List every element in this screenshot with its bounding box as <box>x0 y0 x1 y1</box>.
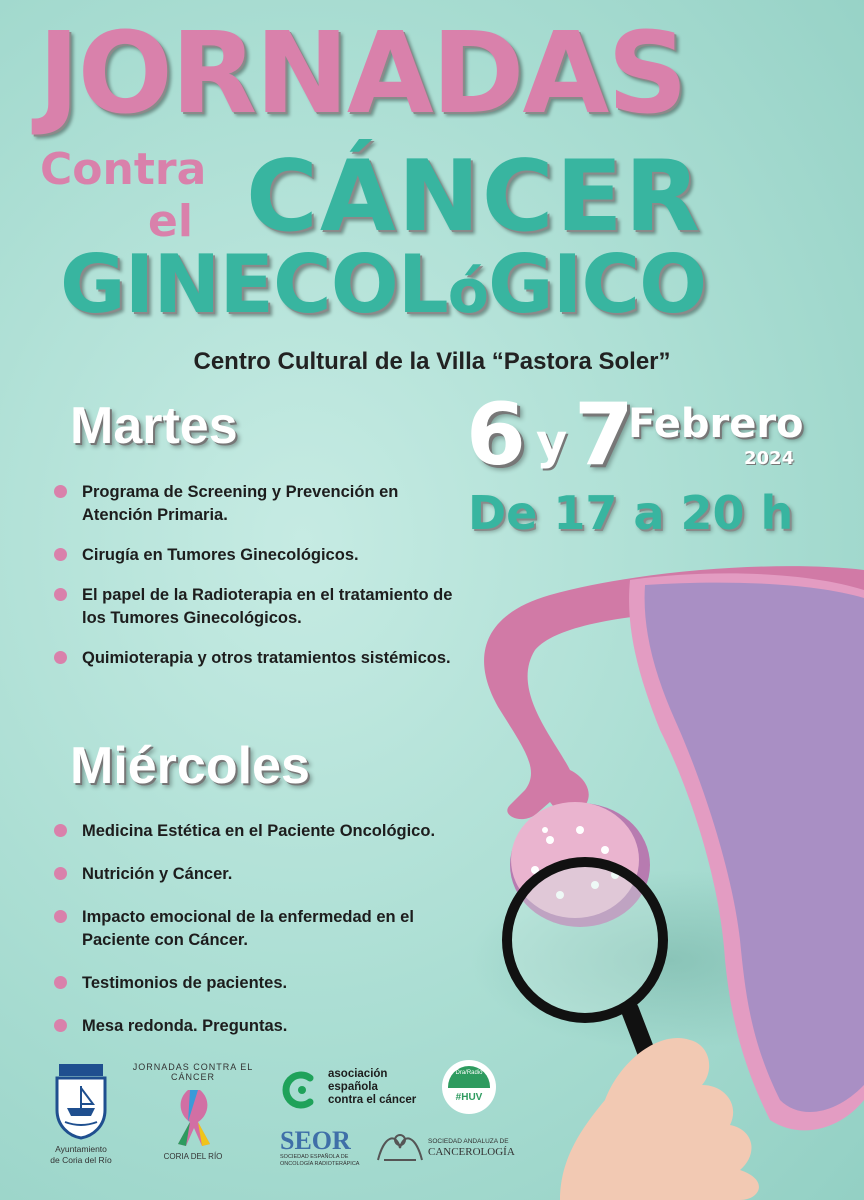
list-item-text: Mesa redonda. Preguntas. <box>82 1017 288 1035</box>
radio-logo-top-text: Dra/Radio <box>455 1070 483 1076</box>
seor-sub-2: ONCOLOGÍA RADIOTERÁPICA <box>280 1161 360 1167</box>
list-item-text: Programa de Screening y Prevención en Atención Primaria. <box>82 483 399 524</box>
title-gineco-part1: GINECOL <box>60 238 448 331</box>
ayuntamiento-label-1: Ayuntamiento <box>55 1144 107 1154</box>
list-item <box>52 906 472 952</box>
list-item <box>52 647 472 670</box>
bullet-dot-icon <box>54 976 67 989</box>
magnifier-lens-shape <box>507 862 663 1018</box>
sac-logo <box>374 1130 524 1170</box>
title-jornadas: JORNADAS <box>38 9 686 139</box>
date-connector: y <box>536 414 568 470</box>
aecc-line-1: asociación <box>328 1068 388 1080</box>
venue: Centro Cultural de la Villa “Pastora Soler” <box>193 348 671 375</box>
bullet-dot-icon <box>54 548 67 561</box>
title-cancer: CÁNCER <box>246 140 703 254</box>
bullet-dot-icon <box>54 824 67 837</box>
radio-logo <box>442 1060 496 1114</box>
title-contra: Contra <box>40 144 207 195</box>
list-item-text: Quimioterapia y otros tratamientos sistémicos. <box>82 649 451 667</box>
bullet-dot-icon <box>54 910 67 923</box>
aecc-logo <box>280 1068 440 1112</box>
ayuntamiento-label-2: de Coria del Río <box>50 1155 112 1165</box>
coat-of-arms-icon <box>53 1062 109 1140</box>
ayuntamiento-logo <box>44 1062 118 1166</box>
bullet-dot-icon <box>54 651 67 664</box>
date-year: 2024 <box>744 448 795 469</box>
event-hours: De 17 a 20 h <box>468 486 794 540</box>
wednesday-agenda-list <box>52 820 472 1058</box>
wednesday-heading: Miércoles <box>70 737 310 795</box>
tuesday-heading: Martes <box>70 397 238 455</box>
list-item-text: Nutrición y Cáncer. <box>82 865 233 883</box>
date-day1: 6 <box>466 385 526 485</box>
title-gineco-part2: ó <box>447 257 488 327</box>
list-item <box>52 972 472 995</box>
title-el: el <box>148 196 193 247</box>
hand-shape <box>560 1038 759 1200</box>
list-item-text: Medicina Estética en el Paciente Oncológico. <box>82 822 436 840</box>
list-item-text: Impacto emocional de la enfermedad en el Paciente con Cáncer. <box>82 908 414 949</box>
list-item <box>52 481 472 527</box>
list-item <box>52 820 472 843</box>
seor-sub-1: SOCIEDAD ESPAÑOLA DE <box>280 1154 349 1160</box>
tuesday-agenda-list <box>52 481 472 687</box>
jornadas-logo-place: CORIA DEL RÍO <box>163 1152 223 1161</box>
jornadas-logo-arc-text: JORNADAS CONTRA EL CÁNCER <box>132 1062 254 1082</box>
bullet-dot-icon <box>54 867 67 880</box>
sac-sub: SOCIEDAD ANDALUZA DE <box>428 1138 509 1145</box>
bullet-dot-icon <box>54 485 67 498</box>
bullet-dot-icon <box>54 1019 67 1032</box>
date-day2: 7 <box>574 385 634 485</box>
uterus-magnifier-illustration <box>440 540 864 1200</box>
radio-logo-tag: #HUV <box>455 1092 483 1103</box>
seor-logo <box>280 1128 380 1168</box>
jornadas-ribbon-logo <box>128 1060 258 1170</box>
list-item-text: Cirugía en Tumores Ginecológicos. <box>82 546 359 564</box>
list-item-text: El papel de la Radioterapia en el tratamiento de los Tumores Ginecológicos. <box>82 586 453 627</box>
list-item <box>52 1015 472 1038</box>
list-item <box>52 863 472 886</box>
aecc-line-2: española <box>328 1081 378 1093</box>
sac-emblem-icon <box>374 1130 426 1166</box>
title-gineco-part3: GICO <box>487 238 707 331</box>
aecc-line-3: contra el cáncer <box>328 1094 417 1106</box>
list-item <box>52 544 472 567</box>
aecc-c-icon <box>280 1070 320 1110</box>
date-month: Febrero <box>628 401 804 447</box>
title-ginecologico <box>60 238 707 331</box>
sac-name: CANCEROLOGÍA <box>428 1146 515 1158</box>
seor-name: SEOR <box>280 1126 351 1155</box>
bullet-dot-icon <box>54 588 67 601</box>
list-item-text: Testimonios de pacientes. <box>82 974 288 992</box>
list-item <box>52 584 472 630</box>
aecc-label <box>328 1068 416 1107</box>
